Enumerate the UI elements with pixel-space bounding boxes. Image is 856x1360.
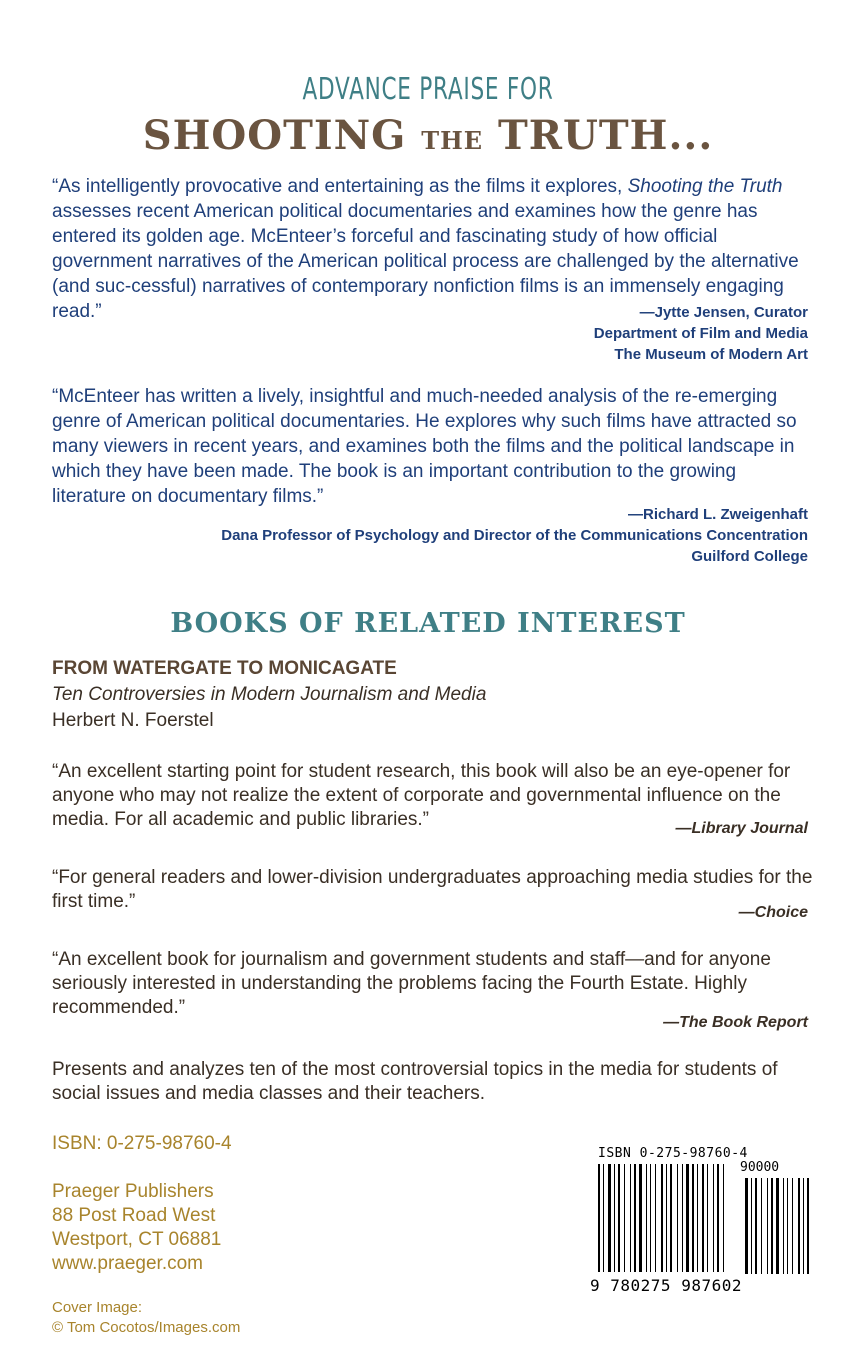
praise-attribution-2 (221, 504, 808, 567)
barcode-addon-bar (792, 1178, 793, 1274)
barcode-bar (713, 1164, 714, 1272)
barcode-bar (614, 1164, 615, 1272)
review-source-1: —Library Journal (675, 820, 808, 837)
review-quote-3: “An excellent book for journalism and government students and staff—and for anyone seriously interested in understanding the problems facing the Fourth Estate. Highly recommended.” (52, 949, 771, 1018)
barcode-bar (655, 1164, 656, 1272)
cover-credit-artist: © Tom Cocotos/Images.com (52, 1319, 241, 1336)
attribution-1-name: —Jytte Jensen, Curator (639, 304, 808, 321)
related-book-title: FROM WATERGATE TO MONICAGATE (52, 658, 397, 679)
praise-quote-1-italic-title: Shooting the Truth (627, 176, 783, 197)
barcode-bar (677, 1164, 678, 1272)
barcode-bar (707, 1164, 708, 1272)
barcode-addon-bar (745, 1178, 748, 1274)
publisher-street: 88 Post Road West (52, 1205, 216, 1226)
barcode-addon-bar (776, 1178, 779, 1274)
publisher-website: www.praeger.com (52, 1253, 204, 1274)
attribution-1-institution: The Museum of Modern Art (614, 346, 808, 363)
barcode-bar (682, 1164, 683, 1272)
barcode-bar (630, 1164, 631, 1272)
praise-quote-1-text-a: “As intelligently provocative and entertaining as the films it explores, (52, 176, 628, 197)
barcode-addon-bar (755, 1178, 757, 1274)
attribution-2-institution: Guilford College (691, 548, 808, 565)
barcode-isbn-label: ISBN 0-275-98760-4 (598, 1146, 748, 1161)
review-source-3: —The Book Report (663, 1014, 808, 1031)
praise-attribution-1 (594, 302, 808, 365)
attribution-2-name: —Richard L. Zweigenhaft (627, 506, 808, 523)
barcode-bar (634, 1164, 636, 1272)
cover-credit (52, 1298, 240, 1338)
barcode-ean-number: 9 780275 987602 (590, 1276, 742, 1295)
barcode-addon-bar (798, 1178, 800, 1274)
barcode-bar (723, 1164, 724, 1272)
title-word-the: THE (421, 126, 484, 155)
attribution-1-department: Department of Film and Media (593, 325, 808, 342)
publisher-name: Praeger Publishers (52, 1181, 214, 1202)
praise-kicker: ADVANCE PRAISE FOR (302, 72, 554, 107)
book-title (0, 112, 856, 159)
barcode-price-code: 90000 (740, 1160, 780, 1175)
barcode-bar (666, 1164, 667, 1272)
barcode-bar (624, 1164, 625, 1272)
review-quote-2: “For general readers and lower-division undergraduates approaching media studies for the first time.” (52, 867, 813, 912)
barcode-addon-bar (803, 1178, 804, 1274)
barcode-bar (697, 1164, 698, 1272)
praise-quote-1-text-b: assesses recent American political documentaries and examines how the genre has entered its golden age. McEnteer’s forceful and fascinating study of how official government narratives of the American political process are challenged by the alternative (and suc-cessful) narratives of contemporary nonfiction films is an immensely engaging read.” (52, 201, 799, 322)
related-book-author: Herbert N. Foerstel (52, 710, 214, 731)
related-book-subtitle: Ten Controversies in Modern Journalism and Media (52, 684, 487, 705)
isbn-text: ISBN: 0-275-98760-4 (52, 1133, 232, 1154)
barcode-addon-bar (807, 1178, 809, 1274)
review-quote-1: “An excellent starting point for student research, this book will also be an eye-opener for anyone who may not realize the extent of corporate and governmental influence on the media. For all academic and public libraries.” (52, 761, 791, 830)
barcode-addon-bar (783, 1178, 784, 1274)
barcode-bar (661, 1164, 663, 1272)
barcode-bar (650, 1164, 651, 1272)
barcode-bar (692, 1164, 694, 1272)
cover-credit-label: Cover Image: (52, 1299, 143, 1316)
title-word-truth: TRUTH... (498, 112, 714, 159)
attribution-2-title: Dana Professor of Psychology and Director of the Communications Concentration (221, 527, 808, 544)
related-heading: BOOKS OF RELATED INTEREST (170, 608, 686, 639)
related-description: Presents and analyzes ten of the most controversial topics in the media for students of social issues and media classes and their teachers. (52, 1059, 778, 1104)
barcode-bar (603, 1164, 604, 1272)
title-word-shooting: SHOOTING (142, 112, 407, 159)
barcode-addon-bar (751, 1178, 752, 1274)
barcode-bar (702, 1164, 704, 1272)
barcode-addon-bar (787, 1178, 788, 1274)
review-source-2: —Choice (738, 904, 808, 921)
barcode-bar (646, 1164, 647, 1272)
barcode-bar (639, 1164, 642, 1272)
barcode-bar (686, 1164, 689, 1272)
barcode-bar (598, 1164, 600, 1272)
barcode-addon-bar (771, 1178, 773, 1274)
barcode-addon-bar (761, 1178, 762, 1274)
barcode-bar (670, 1164, 672, 1272)
barcode-bar (618, 1164, 620, 1272)
barcode-icon (590, 1162, 814, 1278)
praise-quote-2: “McEnteer has written a lively, insightful and much-needed analysis of the re-emerging genre of American political documentaries. He explores why such films have attracted so many viewers in recent years, and examines both the films and the political landscape in which they have been made. The book is an important contribution to the growing literature on documentary films.” (52, 386, 797, 507)
barcode-addon-bar (767, 1178, 768, 1274)
publisher-address (52, 1180, 221, 1276)
barcode-bar (608, 1164, 611, 1272)
publisher-city: Westport, CT 06881 (52, 1229, 222, 1250)
barcode-bar (717, 1164, 719, 1272)
